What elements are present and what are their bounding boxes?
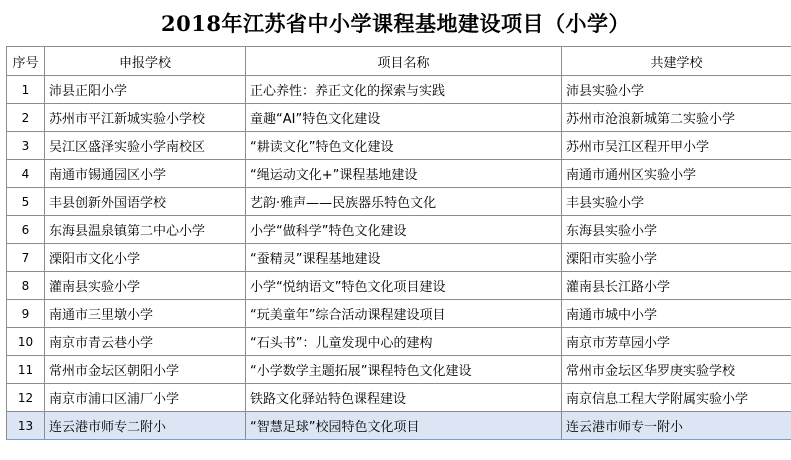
cell-school[interactable]: 南通市三里墩小学 bbox=[45, 300, 246, 328]
cell-school[interactable]: 灌南县实验小学 bbox=[45, 272, 246, 300]
cell-partner[interactable]: 苏州市沧浪新城第二实验小学 bbox=[562, 104, 791, 132]
cell-school[interactable]: 连云港市师专二附小 bbox=[45, 412, 246, 440]
project-table bbox=[6, 46, 791, 440]
cell-school[interactable]: 南京市青云巷小学 bbox=[45, 328, 246, 356]
header-partner: 共建学校 bbox=[562, 47, 791, 76]
table-row[interactable] bbox=[7, 356, 791, 384]
cell-no[interactable]: 10 bbox=[7, 328, 45, 356]
header-school: 申报学校 bbox=[45, 47, 246, 76]
cell-project[interactable]: 正心养性：养正文化的探索与实践 bbox=[246, 76, 562, 104]
cell-school[interactable]: 东海县温泉镇第二中心小学 bbox=[45, 216, 246, 244]
page-title: 2018年江苏省中小学课程基地建设项目（小学） bbox=[161, 11, 630, 36]
cell-partner[interactable]: 南通市城中小学 bbox=[562, 300, 791, 328]
table-row[interactable] bbox=[7, 300, 791, 328]
cell-partner[interactable]: 南京市芳草园小学 bbox=[562, 328, 791, 356]
table-row[interactable] bbox=[7, 132, 791, 160]
cell-partner[interactable]: 溧阳市实验小学 bbox=[562, 244, 791, 272]
cell-partner[interactable]: 苏州市吴江区程开甲小学 bbox=[562, 132, 791, 160]
cell-school[interactable]: 南通市锡通园区小学 bbox=[45, 160, 246, 188]
cell-no[interactable]: 13 bbox=[7, 412, 45, 440]
cell-partner[interactable]: 连云港市师专一附小 bbox=[562, 412, 791, 440]
cell-project[interactable]: “耕读文化”特色文化建设 bbox=[246, 132, 562, 160]
cell-no[interactable]: 5 bbox=[7, 188, 45, 216]
cell-school[interactable]: 沛县正阳小学 bbox=[45, 76, 246, 104]
cell-no[interactable]: 2 bbox=[7, 104, 45, 132]
cell-project[interactable]: “智慧足球”校园特色文化项目 bbox=[246, 412, 562, 440]
cell-project[interactable]: “小学数学主题拓展”课程特色文化建设 bbox=[246, 356, 562, 384]
cell-project[interactable]: 小学“做科学”特色文化建设 bbox=[246, 216, 562, 244]
cell-no[interactable]: 8 bbox=[7, 272, 45, 300]
cell-project[interactable]: 小学“悦纳语文”特色文化项目建设 bbox=[246, 272, 562, 300]
table-row[interactable] bbox=[7, 216, 791, 244]
cell-project[interactable]: “石头书”：儿童发现中心的建构 bbox=[246, 328, 562, 356]
table-row[interactable] bbox=[7, 272, 791, 300]
cell-school[interactable]: 苏州市平江新城实验小学校 bbox=[45, 104, 246, 132]
cell-partner[interactable]: 常州市金坛区华罗庚实验学校 bbox=[562, 356, 791, 384]
table-row[interactable] bbox=[7, 244, 791, 272]
cell-school[interactable]: 溧阳市文化小学 bbox=[45, 244, 246, 272]
cell-partner[interactable]: 南京信息工程大学附属实验小学 bbox=[562, 384, 791, 412]
table-row[interactable] bbox=[7, 384, 791, 412]
cell-school[interactable]: 丰县创新外国语学校 bbox=[45, 188, 246, 216]
header-no: 序号 bbox=[7, 47, 45, 76]
cell-school[interactable]: 吴江区盛泽实验小学南校区 bbox=[45, 132, 246, 160]
table-row[interactable] bbox=[7, 104, 791, 132]
table-row[interactable] bbox=[7, 76, 791, 104]
header-project: 项目名称 bbox=[246, 47, 562, 76]
cell-no[interactable]: 4 bbox=[7, 160, 45, 188]
cell-partner[interactable]: 灌南县长江路小学 bbox=[562, 272, 791, 300]
table-row[interactable] bbox=[7, 188, 791, 216]
cell-project[interactable]: 铁路文化驿站特色课程建设 bbox=[246, 384, 562, 412]
cell-school[interactable]: 南京市浦口区浦厂小学 bbox=[45, 384, 246, 412]
cell-no[interactable]: 3 bbox=[7, 132, 45, 160]
cell-no[interactable]: 7 bbox=[7, 244, 45, 272]
cell-project[interactable]: “绳运动文化+”课程基地建设 bbox=[246, 160, 562, 188]
cell-no[interactable]: 11 bbox=[7, 356, 45, 384]
cell-project[interactable]: 童趣“AI”特色文化建设 bbox=[246, 104, 562, 132]
header-row bbox=[7, 47, 791, 76]
cell-project[interactable]: 艺韵·雅声——民族器乐特色文化 bbox=[246, 188, 562, 216]
cell-no[interactable]: 12 bbox=[7, 384, 45, 412]
table-row[interactable] bbox=[7, 412, 791, 440]
table-row[interactable] bbox=[7, 328, 791, 356]
cell-partner[interactable]: 沛县实验小学 bbox=[562, 76, 791, 104]
cell-partner[interactable]: 东海县实验小学 bbox=[562, 216, 791, 244]
cell-project[interactable]: “蚕精灵”课程基地建设 bbox=[246, 244, 562, 272]
cell-no[interactable]: 6 bbox=[7, 216, 45, 244]
cell-school[interactable]: 常州市金坛区朝阳小学 bbox=[45, 356, 246, 384]
cell-no[interactable]: 9 bbox=[7, 300, 45, 328]
cell-partner[interactable]: 丰县实验小学 bbox=[562, 188, 791, 216]
cell-partner[interactable]: 南通市通州区实验小学 bbox=[562, 160, 791, 188]
cell-project[interactable]: “玩美童年”综合活动课程建设项目 bbox=[246, 300, 562, 328]
cell-no[interactable]: 1 bbox=[7, 76, 45, 104]
table-row[interactable] bbox=[7, 160, 791, 188]
